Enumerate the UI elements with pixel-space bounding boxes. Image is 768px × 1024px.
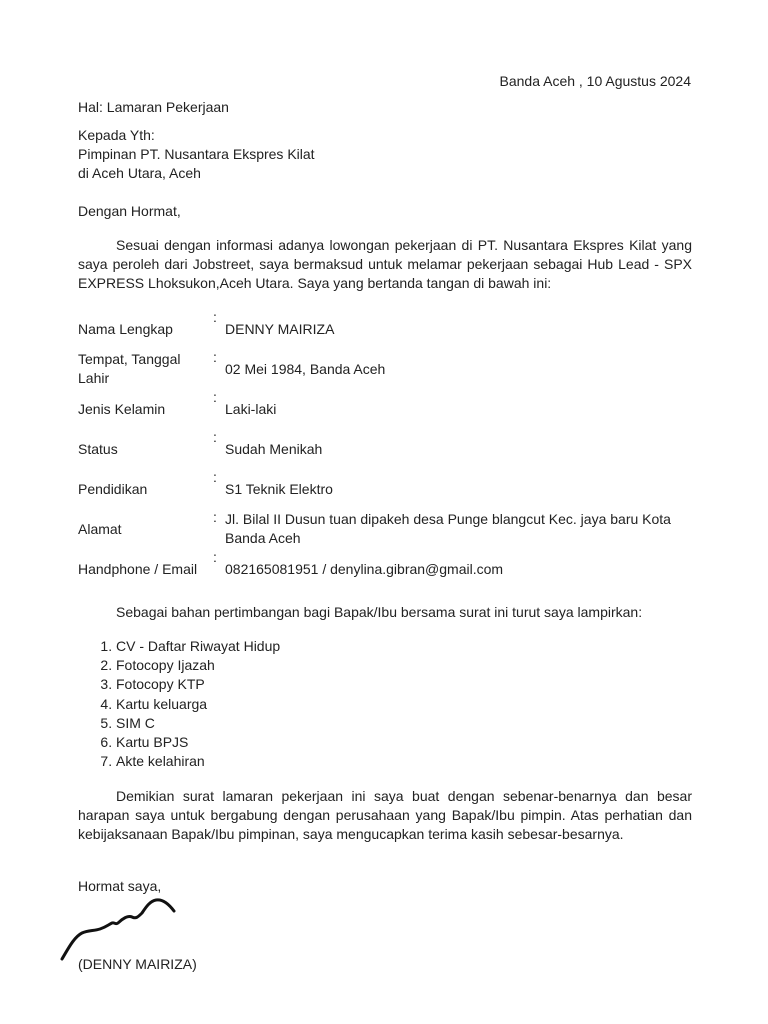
recipient-line: Kepada Yth:: [78, 127, 155, 143]
info-label: Tempat, Tanggal Lahir: [78, 351, 181, 386]
signature-name: (DENNY MAIRIZA): [78, 956, 197, 972]
letter-date: Banda Aceh , 10 Agustus 2024: [499, 73, 691, 89]
info-label: Handphone / Email: [78, 560, 198, 577]
letter-subject: Hal: Lamaran Pekerjaan: [78, 99, 229, 115]
intro-paragraph: [78, 236, 692, 293]
info-value: 02 Mei 1984, Banda Aceh: [225, 360, 386, 377]
personal-info-table: [78, 309, 685, 589]
info-value: 082165081951 / denylina.gibran@gmail.com: [225, 560, 504, 577]
info-colon: :: [213, 389, 217, 405]
list-item: 5. SIM C: [116, 714, 516, 733]
info-row: [78, 549, 685, 589]
closing-paragraph-text: Demikian surat lamaran pekerjaan ini saya buat dengan sebenar-benarnya dan besar harapan saya untuk bergabung dengan perusahaan yang Bapak/Ibu pimpin. Atas perhatian dan kebijaksanaan Bapak/Ibu pimpinan, saya mengucapkan terima kasih sebesar-besarnya.: [78, 788, 692, 842]
info-label: Alamat: [78, 520, 122, 537]
info-value: DENNY MAIRIZA: [225, 320, 335, 337]
info-colon: :: [213, 309, 217, 325]
recipient-block: [78, 126, 315, 183]
closing-paragraph: [78, 787, 692, 844]
info-colon: :: [213, 549, 217, 565]
info-value: Laki-laki: [225, 400, 277, 417]
info-row: [78, 429, 685, 469]
info-label: Jenis Kelamin: [78, 400, 166, 417]
list-item: 1. CV - Daftar Riwayat Hidup: [116, 637, 516, 656]
greeting: Dengan Hormat,: [78, 203, 181, 219]
info-colon: :: [213, 469, 217, 485]
info-colon: :: [213, 429, 217, 445]
info-label: Pendidikan: [78, 480, 148, 497]
info-value: S1 Teknik Elektro: [225, 480, 333, 497]
list-item: 7. Akte kelahiran: [116, 752, 516, 771]
info-value: Sudah Menikah: [225, 440, 323, 457]
info-row: [78, 469, 685, 509]
list-item: 3. Fotocopy KTP: [116, 675, 516, 694]
attachments-intro-text: Sebagai bahan pertimbangan bagi Bapak/Ibu bersama surat ini turut saya lampirkan:: [116, 604, 643, 620]
info-label: Nama Lengkap: [78, 320, 173, 337]
closing-salutation: Hormat saya,: [78, 878, 162, 894]
attachments-list: [78, 637, 516, 771]
info-row: [78, 309, 685, 349]
intro-text: Sesuai dengan informasi adanya lowongan pekerjaan di PT. Nusantara Ekspres Kilat yang saya peroleh dari Jobstreet, saya bermaksud untuk melamar pekerjaan sebagai Hub Lead - SPX EXPRESS Lhoksukon,Aceh Utara. Saya yang bertanda tangan di bawah ini:: [78, 237, 692, 291]
recipient-line: Pimpinan PT. Nusantara Ekspres Kilat: [78, 146, 315, 162]
list-item: 4. Kartu keluarga: [116, 695, 516, 714]
info-row: [78, 389, 685, 429]
info-colon: :: [213, 349, 217, 365]
info-row: [78, 349, 685, 389]
list-item: 2. Fotocopy Ijazah: [116, 656, 516, 675]
info-label: Status: [78, 440, 118, 457]
info-colon: :: [213, 509, 217, 525]
list-item: 6. Kartu BPJS: [116, 733, 516, 752]
info-value: Jl. Bilal II Dusun tuan dipakeh desa Punge blangcut Kec. jaya baru Kota Banda Aceh: [225, 511, 671, 546]
info-row: [78, 509, 685, 549]
recipient-line: di Aceh Utara, Aceh: [78, 165, 201, 181]
attachments-intro: [78, 603, 692, 622]
